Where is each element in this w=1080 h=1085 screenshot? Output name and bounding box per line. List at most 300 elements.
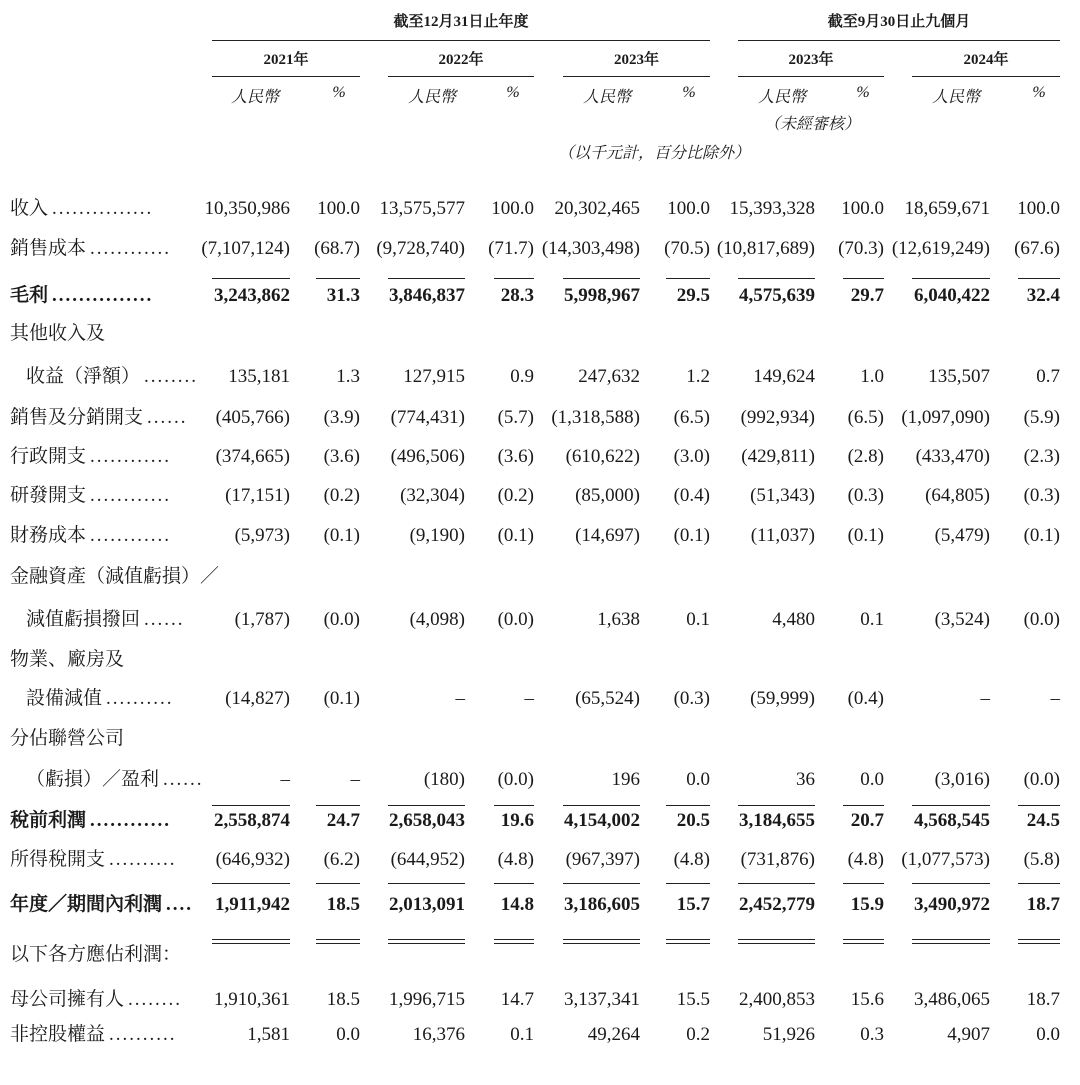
cell-amount: (646,932) xyxy=(215,849,290,870)
cell-amount: (405,766) xyxy=(215,407,290,428)
row-label-text: 收益（淨額） xyxy=(26,366,141,387)
cell-percent: 31.3 xyxy=(326,285,360,306)
cell-percent: 0.1 xyxy=(860,609,884,630)
cell-amount: (731,876) xyxy=(740,849,815,870)
row-label xyxy=(10,719,128,759)
cell-percent: (70.5) xyxy=(664,238,710,259)
cell-amount: 2,452,779 xyxy=(739,894,815,915)
cell-percent: (0.1) xyxy=(1023,525,1060,546)
rule-line xyxy=(666,805,710,806)
cell-percent: 18.5 xyxy=(326,894,360,915)
row-leader-dots: ........ xyxy=(128,989,183,1010)
cell-percent: 0.2 xyxy=(686,1024,710,1045)
year-header-2022: 2022年 xyxy=(438,52,484,68)
rule-line xyxy=(316,883,360,884)
cell-amount: (967,397) xyxy=(565,849,640,870)
cell-percent: (0.0) xyxy=(1023,609,1060,630)
cell-percent: 1.2 xyxy=(686,366,710,387)
cell-amount: 3,490,972 xyxy=(914,894,990,915)
subhdr-unaudited: （未經審核） xyxy=(764,116,861,133)
rule-line xyxy=(212,278,290,279)
cell-percent: 1.0 xyxy=(860,366,884,387)
cell-percent: 0.9 xyxy=(510,366,534,387)
cell-percent: (5.7) xyxy=(497,407,534,428)
subhdr-rmb-2022: 人民幣 xyxy=(407,89,456,106)
cell-amount: 51,926 xyxy=(762,1024,815,1045)
table-row xyxy=(0,189,1080,229)
cell-percent: (71.7) xyxy=(488,238,534,259)
cell-percent: 29.5 xyxy=(676,285,710,306)
row-label-text: 所得稅開支 xyxy=(10,849,106,870)
cell-percent: 19.6 xyxy=(500,810,534,831)
subhdr-rmb-2024-9m: 人民幣 xyxy=(931,89,980,106)
rule-line xyxy=(912,805,990,806)
cell-percent: (0.4) xyxy=(673,485,710,506)
row-leader-dots: ............ xyxy=(90,525,172,546)
cell-percent: – xyxy=(1050,688,1060,709)
year-header-rule-2023 xyxy=(563,76,710,77)
cell-amount: (51,343) xyxy=(750,485,815,506)
cell-percent: (4.8) xyxy=(673,849,710,870)
cell-amount: 13,575,577 xyxy=(379,198,465,219)
rule-line xyxy=(912,883,990,884)
row-label-text: 稅前利潤 xyxy=(10,810,87,831)
cell-percent: 0.0 xyxy=(336,1024,360,1045)
cell-percent: 14.7 xyxy=(500,989,534,1010)
year-header-2023: 2023年 xyxy=(613,52,659,68)
cell-percent: 0.1 xyxy=(510,1024,534,1045)
cell-amount: 3,243,862 xyxy=(214,285,290,306)
cell-amount: 4,568,545 xyxy=(914,810,990,831)
cell-percent: 0.0 xyxy=(686,769,710,790)
row-label xyxy=(10,516,171,556)
cell-percent: (67.6) xyxy=(1014,238,1060,259)
cell-amount: 4,480 xyxy=(772,609,815,630)
cell-percent: (0.3) xyxy=(847,485,884,506)
cell-percent: 15.7 xyxy=(676,894,710,915)
table-row xyxy=(0,276,1080,316)
cell-amount: 1,996,715 xyxy=(389,989,465,1010)
cell-amount: (14,697) xyxy=(575,525,640,546)
subhdr-pct-2024-9m: % xyxy=(1032,84,1046,101)
group-header-right-rule xyxy=(738,40,1060,41)
rule-line xyxy=(212,939,290,940)
cell-amount: (14,827) xyxy=(225,688,290,709)
cell-percent: – xyxy=(350,769,360,790)
rule-line xyxy=(388,805,465,806)
cell-amount: 2,658,043 xyxy=(389,810,465,831)
row-label-text: 銷售成本 xyxy=(10,238,87,259)
rule-line xyxy=(563,939,640,940)
row-label xyxy=(10,476,171,516)
group-header-nine-months-sep30: 截至9月30日止九個月 xyxy=(827,14,971,30)
row-leader-dots: ...... xyxy=(147,407,188,428)
cell-percent: (0.0) xyxy=(323,609,360,630)
row-label-text: 收入 xyxy=(10,198,49,219)
rule-line xyxy=(388,939,465,940)
cell-amount: – xyxy=(280,769,290,790)
row-leader-dots: ............... xyxy=(52,285,154,306)
cell-amount: 2,013,091 xyxy=(389,894,465,915)
cell-percent: (0.1) xyxy=(497,525,534,546)
rule-line xyxy=(912,278,990,279)
row-label xyxy=(10,1015,177,1055)
cell-amount: (992,934) xyxy=(740,407,815,428)
rule-line xyxy=(494,278,534,279)
table-row xyxy=(0,640,1080,680)
year-header-rule-2021 xyxy=(212,76,360,77)
row-label-text: 減值虧損撥回 xyxy=(26,609,141,630)
cell-percent: (6.2) xyxy=(323,849,360,870)
rule-line xyxy=(563,805,640,806)
cell-amount: 6,040,422 xyxy=(914,285,990,306)
year-header-rule-2023-9m xyxy=(738,76,884,77)
table-row xyxy=(0,935,1080,975)
unit-note: （以千元計，百分比除外） xyxy=(558,145,751,162)
cell-percent: (70.3) xyxy=(838,238,884,259)
cell-percent: (0.1) xyxy=(323,688,360,709)
cell-percent: (4.8) xyxy=(847,849,884,870)
rule-line xyxy=(316,278,360,279)
cell-amount: (644,952) xyxy=(390,849,465,870)
cell-percent: – xyxy=(524,688,534,709)
cell-percent: (0.1) xyxy=(673,525,710,546)
cell-percent: 0.7 xyxy=(1036,366,1060,387)
cell-amount: 196 xyxy=(611,769,640,790)
cell-amount: 3,486,065 xyxy=(914,989,990,1010)
rule-line xyxy=(212,805,290,806)
rule-line xyxy=(738,943,815,944)
subhdr-pct-2021: % xyxy=(332,84,346,101)
row-leader-dots: ............ xyxy=(90,485,172,506)
cell-amount: 135,507 xyxy=(928,366,990,387)
cell-amount: (1,097,090) xyxy=(901,407,990,428)
cell-amount: 135,181 xyxy=(228,366,290,387)
cell-percent: (68.7) xyxy=(314,238,360,259)
cell-amount: 127,915 xyxy=(403,366,465,387)
cell-amount: (10,817,689) xyxy=(716,238,815,259)
rule-line xyxy=(388,278,465,279)
row-label xyxy=(10,885,193,925)
rule-line xyxy=(1018,805,1060,806)
row-label xyxy=(10,398,188,438)
cell-percent: 0.3 xyxy=(860,1024,884,1045)
cell-amount: (32,304) xyxy=(400,485,465,506)
rule-line xyxy=(494,943,534,944)
table-row xyxy=(0,980,1080,1020)
cell-percent: 28.3 xyxy=(500,285,534,306)
cell-percent: 18.7 xyxy=(1026,894,1060,915)
rule-line xyxy=(1018,939,1060,940)
cell-amount: 149,624 xyxy=(753,366,815,387)
rule-line xyxy=(563,943,640,944)
cell-percent: 0.0 xyxy=(860,769,884,790)
subhdr-rmb-2023: 人民幣 xyxy=(582,89,631,106)
rule-line xyxy=(316,943,360,944)
table-row xyxy=(0,760,1080,800)
rule-line xyxy=(912,943,990,944)
cell-amount: 4,575,639 xyxy=(739,285,815,306)
table-row xyxy=(0,719,1080,759)
rule-line xyxy=(843,883,884,884)
row-label xyxy=(10,437,171,477)
rule-line xyxy=(666,939,710,940)
cell-amount: (496,506) xyxy=(390,446,465,467)
cell-percent: (3.0) xyxy=(673,446,710,467)
cell-amount: (610,622) xyxy=(565,446,640,467)
row-label-text: 母公司擁有人 xyxy=(10,989,125,1010)
row-leader-dots: ............ xyxy=(90,810,172,831)
cell-amount: (59,999) xyxy=(750,688,815,709)
cell-amount: 20,302,465 xyxy=(554,198,640,219)
rule-line xyxy=(843,943,884,944)
row-label xyxy=(10,557,223,597)
year-header-rule-2024-9m xyxy=(912,76,1060,77)
cell-amount: (11,037) xyxy=(750,525,815,546)
cell-percent: (0.0) xyxy=(1023,769,1060,790)
cell-percent: (0.4) xyxy=(847,688,884,709)
rule-line xyxy=(738,883,815,884)
row-label xyxy=(10,276,153,316)
cell-amount: (14,303,498) xyxy=(541,238,640,259)
cell-percent: 15.5 xyxy=(676,989,710,1010)
rule-line xyxy=(388,943,465,944)
row-leader-dots: ............ xyxy=(90,446,172,467)
rule-line xyxy=(212,943,290,944)
group-header-left-rule xyxy=(212,40,710,41)
cell-percent: 100.0 xyxy=(841,198,884,219)
table-row xyxy=(0,679,1080,719)
cell-amount: 3,137,341 xyxy=(564,989,640,1010)
year-header-2023-9m: 2023年 xyxy=(788,52,834,68)
cell-amount: (5,479) xyxy=(934,525,990,546)
cell-amount: 1,638 xyxy=(597,609,640,630)
row-label-text: 研發開支 xyxy=(10,485,87,506)
subhdr-pct-2023: % xyxy=(682,84,696,101)
year-header-2024-9m: 2024年 xyxy=(963,52,1009,68)
cell-percent: 100.0 xyxy=(491,198,534,219)
row-label xyxy=(10,935,185,975)
row-leader-dots: ...... xyxy=(163,769,204,790)
cell-amount: (17,151) xyxy=(225,485,290,506)
cell-amount: (12,619,249) xyxy=(891,238,990,259)
cell-amount: (1,077,573) xyxy=(901,849,990,870)
subhdr-rmb-2021: 人民幣 xyxy=(230,89,279,106)
row-label-text: 其他收入及 xyxy=(10,323,106,344)
cell-percent: (0.3) xyxy=(1023,485,1060,506)
cell-percent: 14.8 xyxy=(500,894,534,915)
year-header-rule-2022 xyxy=(388,76,534,77)
cell-percent: (2.3) xyxy=(1023,446,1060,467)
rule-line xyxy=(494,805,534,806)
cell-percent: (0.0) xyxy=(497,769,534,790)
table-row xyxy=(0,398,1080,438)
row-leader-dots: .......... xyxy=(109,1024,177,1045)
row-leader-dots: ............... xyxy=(52,198,154,219)
cell-percent: (3.9) xyxy=(323,407,360,428)
row-label-text: 設備減值 xyxy=(26,688,103,709)
cell-amount: 5,998,967 xyxy=(564,285,640,306)
cell-amount: (64,805) xyxy=(925,485,990,506)
row-label xyxy=(26,679,174,719)
rule-line xyxy=(1018,883,1060,884)
rule-line xyxy=(212,883,290,884)
cell-amount: 4,907 xyxy=(947,1024,990,1045)
rule-line xyxy=(1018,278,1060,279)
cell-percent: 24.5 xyxy=(1026,810,1060,831)
row-label-text: 以下各方應佔利潤： xyxy=(10,944,182,965)
cell-percent: 20.7 xyxy=(850,810,884,831)
group-header-years-ended-dec31: 截至12月31日止年度 xyxy=(393,14,529,30)
row-label-text: 物業、廠房及 xyxy=(10,649,125,670)
row-leader-dots: ...... xyxy=(144,609,185,630)
table-row xyxy=(0,357,1080,397)
cell-amount: 10,350,986 xyxy=(204,198,290,219)
row-label-text: 分佔聯營公司 xyxy=(10,728,125,749)
cell-percent: (4.8) xyxy=(497,849,534,870)
row-label xyxy=(10,229,171,269)
cell-amount: 3,184,655 xyxy=(739,810,815,831)
rule-line xyxy=(738,805,815,806)
cell-percent: 100.0 xyxy=(1017,198,1060,219)
cell-percent: 15.9 xyxy=(850,894,884,915)
cell-percent: 32.4 xyxy=(1026,285,1060,306)
table-row xyxy=(0,885,1080,925)
cell-amount: (65,524) xyxy=(575,688,640,709)
cell-percent: (0.2) xyxy=(323,485,360,506)
cell-amount: 2,558,874 xyxy=(214,810,290,831)
rule-line xyxy=(738,278,815,279)
cell-amount: 36 xyxy=(796,769,815,790)
row-label xyxy=(26,760,204,800)
cell-amount: 49,264 xyxy=(587,1024,640,1045)
row-label-text: 財務成本 xyxy=(10,525,87,546)
table-row xyxy=(0,437,1080,477)
cell-amount: 16,376 xyxy=(412,1024,465,1045)
rule-line xyxy=(666,278,710,279)
cell-percent: (5.8) xyxy=(1023,849,1060,870)
cell-amount: 15,393,328 xyxy=(729,198,815,219)
cell-percent: (6.5) xyxy=(847,407,884,428)
cell-amount: (5,973) xyxy=(234,525,290,546)
rule-line xyxy=(316,939,360,940)
table-row xyxy=(0,840,1080,880)
rule-line xyxy=(912,939,990,940)
rule-line xyxy=(563,278,640,279)
rule-line xyxy=(666,943,710,944)
table-row xyxy=(0,600,1080,640)
cell-amount: (4,098) xyxy=(409,609,465,630)
cell-amount: – xyxy=(980,688,990,709)
table-row xyxy=(0,476,1080,516)
table-row xyxy=(0,557,1080,597)
cell-amount: (1,318,588) xyxy=(551,407,640,428)
cell-percent: 1.3 xyxy=(336,366,360,387)
rule-line xyxy=(738,939,815,940)
cell-amount: (3,524) xyxy=(934,609,990,630)
cell-amount: (433,470) xyxy=(915,446,990,467)
cell-percent: (0.1) xyxy=(323,525,360,546)
cell-amount: (3,016) xyxy=(934,769,990,790)
cell-amount: (374,665) xyxy=(215,446,290,467)
cell-percent: (0.0) xyxy=(497,609,534,630)
rule-line xyxy=(1018,943,1060,944)
rule-line xyxy=(666,883,710,884)
cell-amount: (85,000) xyxy=(575,485,640,506)
cell-percent: 24.7 xyxy=(326,810,360,831)
subhdr-rmb-2023-9m: 人民幣 xyxy=(757,89,806,106)
cell-amount: (7,107,124) xyxy=(201,238,290,259)
row-leader-dots: .......... xyxy=(106,688,174,709)
table-row xyxy=(0,314,1080,354)
row-label xyxy=(10,189,153,229)
row-label-text: 年度／期間內利潤 xyxy=(10,894,163,915)
row-label xyxy=(10,980,182,1020)
row-label xyxy=(10,840,177,880)
cell-percent: 0.0 xyxy=(1036,1024,1060,1045)
cell-amount: 247,632 xyxy=(578,366,640,387)
cell-percent: 18.5 xyxy=(326,989,360,1010)
cell-percent: 0.1 xyxy=(686,609,710,630)
cell-percent: (6.5) xyxy=(673,407,710,428)
cell-amount: 3,186,605 xyxy=(564,894,640,915)
row-label xyxy=(26,600,185,640)
rule-line xyxy=(843,278,884,279)
row-label xyxy=(26,357,198,397)
row-label xyxy=(10,801,171,841)
row-leader-dots: ........ xyxy=(144,366,199,387)
rule-line xyxy=(494,883,534,884)
row-leader-dots: .... xyxy=(166,894,194,915)
cell-amount: 1,911,942 xyxy=(215,894,290,915)
cell-amount: 2,400,853 xyxy=(739,989,815,1010)
year-header-2021: 2021年 xyxy=(263,52,309,68)
cell-amount: (9,190) xyxy=(409,525,465,546)
cell-amount: 3,846,837 xyxy=(389,285,465,306)
cell-percent: (3.6) xyxy=(497,446,534,467)
cell-percent: 18.7 xyxy=(1026,989,1060,1010)
cell-percent: (0.2) xyxy=(497,485,534,506)
row-leader-dots: ............ xyxy=(90,238,172,259)
rule-line xyxy=(388,883,465,884)
cell-percent: (3.6) xyxy=(323,446,360,467)
cell-percent: (0.3) xyxy=(673,688,710,709)
rule-line xyxy=(563,883,640,884)
table-row xyxy=(0,229,1080,269)
table-row xyxy=(0,801,1080,841)
subhdr-pct-2022: % xyxy=(506,84,520,101)
row-leader-dots: .......... xyxy=(109,849,177,870)
row-label xyxy=(10,640,128,680)
cell-amount: (180) xyxy=(423,769,465,790)
cell-percent: 100.0 xyxy=(317,198,360,219)
row-label-text: 非控股權益 xyxy=(10,1024,106,1045)
row-label-text: （虧損）／盈利 xyxy=(26,769,160,790)
cell-percent: 29.7 xyxy=(850,285,884,306)
cell-amount: (1,787) xyxy=(234,609,290,630)
rule-line xyxy=(843,805,884,806)
cell-amount: (9,728,740) xyxy=(376,238,465,259)
cell-amount: 4,154,002 xyxy=(564,810,640,831)
cell-amount: (429,811) xyxy=(741,446,815,467)
rule-line xyxy=(316,805,360,806)
cell-percent: (0.1) xyxy=(847,525,884,546)
row-label xyxy=(10,314,109,354)
cell-amount: 1,910,361 xyxy=(214,989,290,1010)
row-label-text: 銷售及分銷開支 xyxy=(10,407,144,428)
table-row xyxy=(0,1015,1080,1055)
table-row xyxy=(0,516,1080,556)
